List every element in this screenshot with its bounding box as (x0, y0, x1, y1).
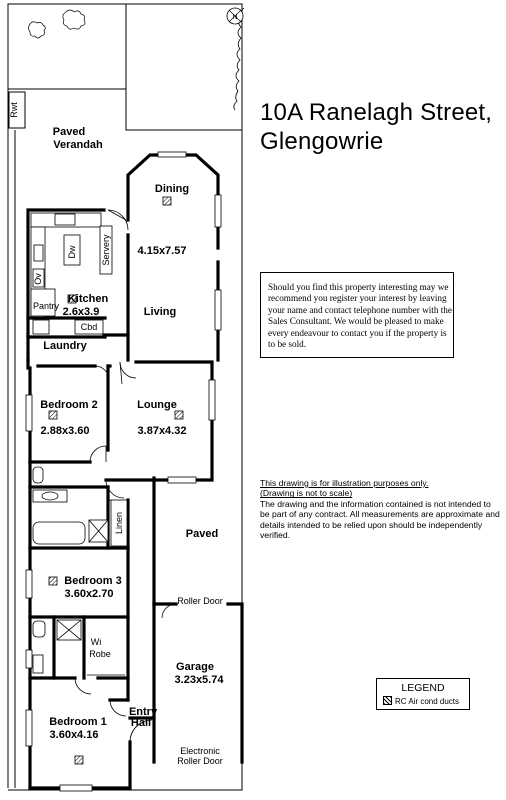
legend-item (383, 696, 459, 706)
ensuite-toilet (33, 621, 45, 637)
pantry-label: Pantry (32, 301, 60, 311)
robe-label: Robe (89, 649, 111, 659)
laundry-trough (33, 320, 49, 334)
bedroom2-size: 2.88x3.60 (40, 425, 90, 437)
legend-box (376, 678, 470, 710)
living-label: Living (143, 306, 177, 318)
wi-label: Wi (90, 637, 102, 647)
verandah-label-2: Verandah (53, 139, 103, 151)
kitchen-label: Kitchen (67, 293, 109, 305)
notice-text: Should you find this property interesting may we recommend you register your interest by leaving your name and contact telephone number with the Sales Consultant. We would be pleased to make every endeavour to contact you if the property is to be sold. (268, 282, 452, 350)
roller-door-label: Roller Door (177, 596, 223, 606)
legend-title: LEGEND (401, 682, 445, 694)
garage-label: Garage (176, 661, 214, 673)
toilet (33, 467, 43, 483)
disclaimer-line-1: This drawing is for illustration purposes only. (260, 478, 429, 488)
garage-size: 3.23x5.74 (174, 674, 224, 686)
ensuite-vanity (33, 655, 43, 673)
rwt-label: Rwt (9, 102, 19, 118)
laundry-label: Laundry (43, 340, 87, 352)
bedroom1-label: Bedroom 1 (49, 716, 107, 728)
north-compass (227, 8, 243, 24)
electronic-roller-door-label: Roller Door (177, 756, 223, 766)
interest-notice (260, 272, 454, 358)
disclaimer-line-2: (Drawing is not to scale) (260, 488, 353, 499)
property-address (260, 98, 492, 156)
bathtub (33, 522, 85, 544)
linen-label: Linen (114, 511, 124, 535)
windows (26, 152, 221, 791)
bedroom2-label: Bedroom 2 (40, 399, 98, 411)
door-swings (75, 210, 176, 742)
bedroom3-size: 3.60x2.70 (64, 588, 114, 600)
house-walls (28, 155, 242, 788)
verandah-label-1: Paved (52, 126, 86, 138)
fixtures (31, 213, 127, 675)
disclaimer-body: The drawing and the information contained is not intended to be part of any contract. All measurements are approximate and details intended to be relied upon should be independently verified. (260, 498, 500, 541)
address-line-2: Glengowrie (260, 128, 384, 155)
dw-label: Dw (67, 245, 77, 259)
servery-label: Servery (101, 234, 111, 266)
duct-symbol-icon (383, 696, 392, 705)
entry-label: Entry (128, 706, 158, 718)
paved-label: Paved (185, 528, 219, 540)
verandah-outline (126, 4, 242, 130)
electronic-label: Electronic (180, 746, 220, 756)
sink (55, 214, 75, 225)
oven-label: Ov (33, 273, 43, 285)
legend-item-label: RC Air cond ducts (395, 697, 460, 706)
garden-tree (63, 10, 85, 29)
cupboard-label: Cbd (80, 322, 98, 332)
lounge-size: 3.87x4.32 (137, 425, 187, 437)
hall-label: Hall (130, 717, 152, 729)
kitchen-size: 2.6x3.9 (62, 306, 100, 318)
dining-label: Dining (154, 183, 190, 195)
compass-north-label: N (232, 14, 238, 21)
garden-tree (29, 22, 46, 38)
address-line-1: 10A Ranelagh Street, (260, 99, 493, 126)
stove-hob (34, 245, 43, 261)
bedroom3-label: Bedroom 3 (64, 575, 122, 587)
lounge-label: Lounge (137, 399, 177, 411)
bedroom1-size: 3.60x4.16 (49, 729, 99, 741)
disclaimer (260, 478, 500, 540)
living-size: 4.15x7.57 (137, 245, 187, 257)
